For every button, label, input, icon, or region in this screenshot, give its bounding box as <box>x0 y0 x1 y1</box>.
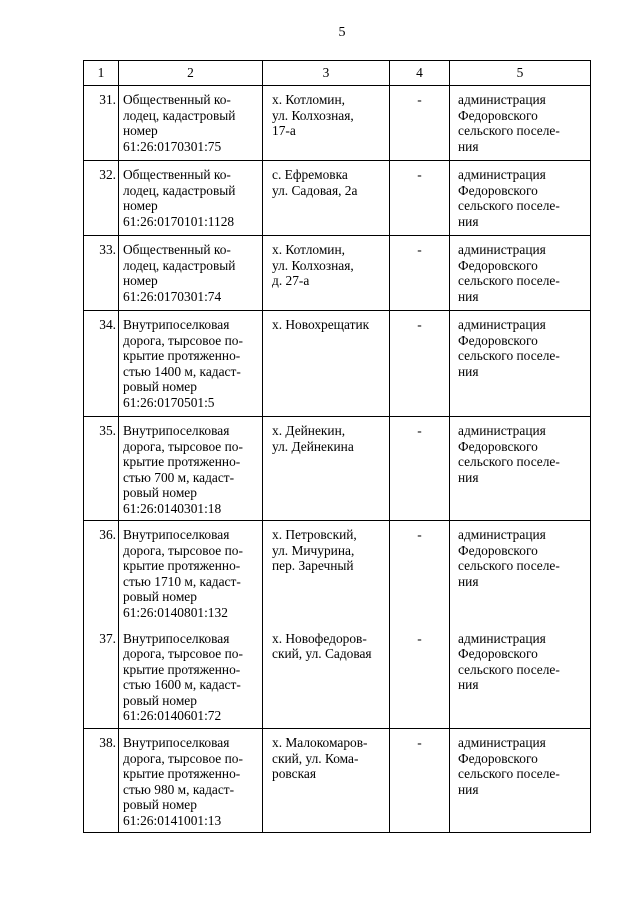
row-number: 35. <box>84 417 119 521</box>
row-number: 31. <box>84 86 119 161</box>
table-row <box>84 729 591 833</box>
object-location: х. Малокомаров- ский, ул. Кома- ровская <box>263 729 390 833</box>
registry-table <box>83 60 591 833</box>
object-name: Общественный ко- лодец, кадастровый номер 61:26:0170301:74 <box>119 236 263 311</box>
row-number: 34. <box>84 311 119 417</box>
column-4-value: - <box>390 86 450 161</box>
table-row <box>84 86 591 161</box>
object-location: х. Дейнекин, ул. Дейнекина <box>263 417 390 521</box>
object-location: с. Ефремовка ул. Садовая, 2а <box>263 161 390 236</box>
column-4-value: - <box>390 625 450 729</box>
column-4-value: - <box>390 236 450 311</box>
owner-name: администрация Федоровского сельского поселе- ния <box>450 729 591 833</box>
row-number: 38. <box>84 729 119 833</box>
object-name: Внутрипоселковая дорога, тырсовое по- крытие протяженно- стью 980 м, кадаст- ровый номер 61:26:0141001:13 <box>119 729 263 833</box>
column-4-value: - <box>390 417 450 521</box>
column-header-2: 2 <box>119 61 263 86</box>
owner-name: администрация Федоровского сельского поселе- ния <box>450 521 591 625</box>
column-4-value: - <box>390 729 450 833</box>
row-number: 33. <box>84 236 119 311</box>
object-location: х. Котломин, ул. Колхозная, 17-а <box>263 86 390 161</box>
table-row <box>84 236 591 311</box>
owner-name: администрация Федоровского сельского поселе- ния <box>450 311 591 417</box>
table-row <box>84 161 591 236</box>
owner-name: администрация Федоровского сельского поселе- ния <box>450 236 591 311</box>
row-number: 37. <box>84 625 119 729</box>
column-4-value: - <box>390 311 450 417</box>
object-name: Внутрипоселковая дорога, тырсовое по- крытие протяженно- стью 700 м, кадаст- ровый номер 61:26:0140301:18 <box>119 417 263 521</box>
owner-name: администрация Федоровского сельского поселе- ния <box>450 161 591 236</box>
object-name: Внутрипоселковая дорога, тырсовое по- крытие протяженно- стью 1400 м, кадаст- ровый номер 61:26:0170501:5 <box>119 311 263 417</box>
owner-name: администрация Федоровского сельского поселе- ния <box>450 417 591 521</box>
table-header-row <box>84 61 591 86</box>
column-4-value: - <box>390 521 450 625</box>
table-row <box>84 417 591 521</box>
object-name: Внутрипоселковая дорога, тырсовое по- крытие протяженно- стью 1710 м, кадаст- ровый номер 61:26:0140801:132 <box>119 521 263 625</box>
owner-name: администрация Федоровского сельского поселе- ния <box>450 86 591 161</box>
object-location: х. Новохрещатик <box>263 311 390 417</box>
column-header-5: 5 <box>450 61 591 86</box>
object-location: х. Петровский, ул. Мичурина, пер. Заречный <box>263 521 390 625</box>
object-location: х. Новофедоров- ский, ул. Садовая <box>263 625 390 729</box>
row-number: 36. <box>84 521 119 625</box>
column-header-1: 1 <box>84 61 119 86</box>
object-name: Внутрипоселковая дорога, тырсовое по- крытие протяженно- стью 1600 м, кадаст- ровый номер 61:26:0140601:72 <box>119 625 263 729</box>
owner-name: администрация Федоровского сельского поселе- ния <box>450 625 591 729</box>
row-number: 32. <box>84 161 119 236</box>
table-row <box>84 521 591 625</box>
page-number: 5 <box>338 25 346 40</box>
column-header-3: 3 <box>263 61 390 86</box>
column-header-4: 4 <box>390 61 450 86</box>
object-name: Общественный ко- лодец, кадастровый номер 61:26:0170301:75 <box>119 86 263 161</box>
table-row <box>84 625 591 729</box>
object-location: х. Котломин, ул. Колхозная, д. 27-а <box>263 236 390 311</box>
table-row <box>84 311 591 417</box>
object-name: Общественный ко- лодец, кадастровый номер 61:26:0170101:1128 <box>119 161 263 236</box>
column-4-value: - <box>390 161 450 236</box>
